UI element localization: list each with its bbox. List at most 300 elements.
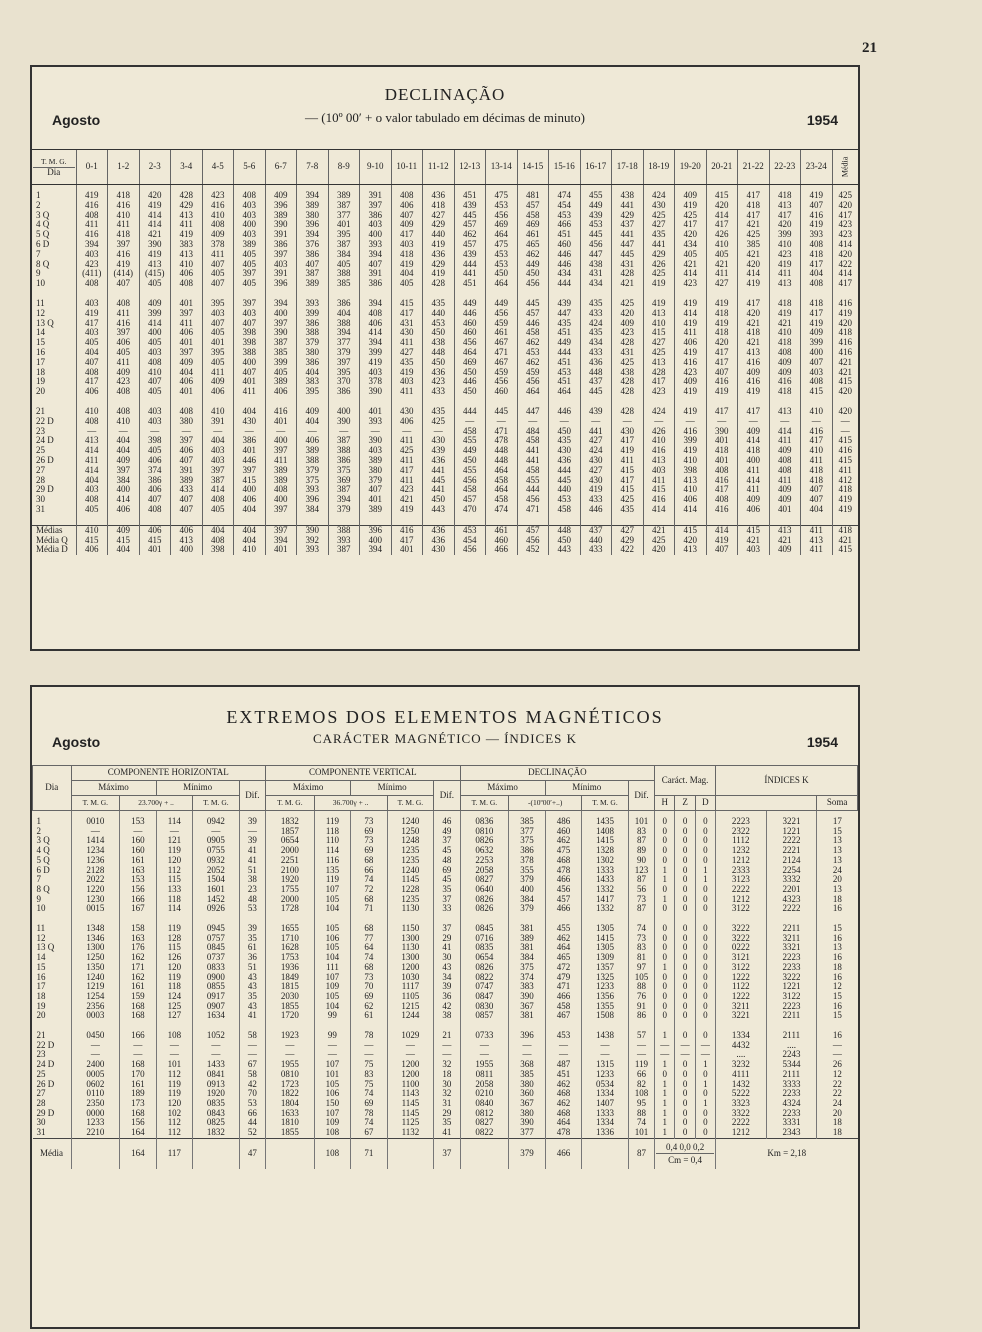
cell-value: — xyxy=(71,1050,120,1060)
cell-value: 390 xyxy=(265,328,297,338)
cell-value: 18 xyxy=(817,1128,858,1138)
cell-value: 404 xyxy=(234,505,266,515)
header-hour: 10-11 xyxy=(391,150,423,185)
cell-value: 385 xyxy=(509,1070,545,1080)
cell-value: 105 xyxy=(628,973,654,983)
cell-value: 1438 xyxy=(582,1031,629,1041)
cell-value: 409 xyxy=(297,407,329,417)
cell-value: 388 xyxy=(297,328,329,338)
cell-value: 119 xyxy=(628,1060,654,1070)
cell-value: 416 xyxy=(769,377,801,387)
cell-value: 414 xyxy=(76,466,108,476)
cell-value: 434 xyxy=(675,240,707,250)
cell-value: 1753 xyxy=(266,953,315,963)
cell-value: 403 xyxy=(234,309,266,319)
cell-value: 460 xyxy=(454,319,486,329)
cell-value: 51 xyxy=(239,963,265,973)
header-hour: 18-19 xyxy=(643,150,675,185)
cell-value: 104 xyxy=(314,953,350,963)
cell-value: — xyxy=(460,1050,509,1060)
cell-value: 119 xyxy=(156,973,192,983)
cell-value: 461 xyxy=(517,230,549,240)
cell-value: 404 xyxy=(202,436,234,446)
cell-value: 1 xyxy=(655,866,675,876)
cell-value: 411 xyxy=(108,309,140,319)
cell-value: 394 xyxy=(328,495,360,505)
cell-value: 414 xyxy=(202,485,234,495)
table-row xyxy=(33,1128,858,1138)
cell-value: 419 xyxy=(706,387,738,397)
header-corner xyxy=(32,150,76,185)
cell-value: 419 xyxy=(675,299,707,309)
cell-value: 15 xyxy=(817,827,858,837)
cell-value: 2322 xyxy=(715,827,766,837)
cell-value: 458 xyxy=(545,1002,581,1012)
cell-value: 2058 xyxy=(460,866,509,876)
cell-value: 0 xyxy=(695,856,715,866)
header-indices: ÍNDICES K xyxy=(715,766,857,796)
cell-value: 3332 xyxy=(766,875,817,885)
row-day: 6 D xyxy=(36,865,50,875)
cell-value: 62 xyxy=(351,1002,387,1012)
cell-value: 416 xyxy=(832,348,858,358)
cell-value: 424 xyxy=(643,407,675,417)
cell-value: 397 xyxy=(171,348,203,358)
cell-value: — xyxy=(391,427,423,437)
cell-value: 407 xyxy=(706,545,738,555)
cell-value: 451 xyxy=(549,328,581,338)
cell-value: 0 xyxy=(675,1099,695,1109)
cell-value: 397 xyxy=(265,319,297,329)
table-row xyxy=(32,377,858,387)
cell-value: 408 xyxy=(202,220,234,230)
cell-value: 403 xyxy=(139,348,171,358)
cell-value: 66 xyxy=(628,1070,654,1080)
cell-value: 439 xyxy=(454,250,486,260)
cell-value: 2022 xyxy=(71,875,120,885)
cell-value: 109 xyxy=(314,982,350,992)
cell-value: 416 xyxy=(643,446,675,456)
cell-value: 425 xyxy=(643,269,675,279)
cell-value: 418 xyxy=(706,328,738,338)
cell-value: 417 xyxy=(769,211,801,221)
cell-value: 450 xyxy=(454,387,486,397)
cell-value: 411 xyxy=(108,220,140,230)
cell-value: 420 xyxy=(832,201,858,211)
cell-value: 0 xyxy=(675,1060,695,1070)
cell-value: 1230 xyxy=(71,895,120,905)
cell-value: 15 xyxy=(817,924,858,934)
cell-value: 457 xyxy=(517,201,549,211)
cell-value: 423 xyxy=(391,485,423,495)
cell-value: — xyxy=(266,1050,315,1060)
average-row xyxy=(32,525,858,535)
cell-value: 107 xyxy=(314,885,350,895)
cell-value: 4432 xyxy=(715,1041,766,1051)
cell-value: 411 xyxy=(801,525,833,535)
cell-value: 1601 xyxy=(193,885,240,895)
cell-value: 0 xyxy=(695,943,715,953)
row-day: 29 D xyxy=(36,1108,55,1118)
cell-value: 1112 xyxy=(715,836,766,846)
cell-value: 0 xyxy=(695,1118,715,1128)
cell-value: 433 xyxy=(580,309,612,319)
cell-value: 110 xyxy=(314,836,350,846)
cell-value: 1215 xyxy=(387,1002,434,1012)
cell-value: 405 xyxy=(139,387,171,397)
cell-value: 39 xyxy=(434,982,460,992)
cell-value: 481 xyxy=(517,185,549,201)
table-row xyxy=(33,836,858,846)
cell-value: 429 xyxy=(643,250,675,260)
cell-value: — xyxy=(486,417,518,427)
cell-value: 416 xyxy=(108,319,140,329)
cell-value: 413 xyxy=(643,358,675,368)
cell-value: 91 xyxy=(628,1002,654,1012)
cell-value: 1348 xyxy=(71,924,120,934)
extremes-table xyxy=(32,765,858,1169)
cell-value: 416 xyxy=(391,525,423,535)
cell-value: 435 xyxy=(423,299,455,309)
cell-value: 459 xyxy=(517,368,549,378)
cell-value: 87 xyxy=(628,904,654,914)
cell-value: 394 xyxy=(360,545,392,555)
cell-value: 44 xyxy=(239,1118,265,1128)
cell-value: 2251 xyxy=(266,856,315,866)
cell-value: 2343 xyxy=(766,1128,817,1138)
header-hour: 21-22 xyxy=(738,150,770,185)
cell-value: 421 xyxy=(738,319,770,329)
header-hour: 1-2 xyxy=(108,150,140,185)
cell-value: 408 xyxy=(769,348,801,358)
cell-value: 455 xyxy=(580,185,612,201)
cell-value: 2111 xyxy=(766,1031,817,1041)
cell-value: 41 xyxy=(434,943,460,953)
cell-value: 1832 xyxy=(266,811,315,827)
table-row xyxy=(33,1089,858,1099)
cell-value: 390 xyxy=(360,436,392,446)
cell-value: 1810 xyxy=(266,1118,315,1128)
cell-value: 0 xyxy=(655,904,675,914)
cell-value: 22 xyxy=(817,1089,858,1099)
cell-value: 390 xyxy=(265,220,297,230)
cell-value: 39 xyxy=(239,836,265,846)
cell-value: 458 xyxy=(517,328,549,338)
cell-value: 424 xyxy=(643,185,675,201)
cell-value: 0 xyxy=(675,846,695,856)
cell-value: 413 xyxy=(675,545,707,555)
cell-value: 421 xyxy=(738,250,770,260)
cell-value: 0 xyxy=(655,1011,675,1021)
cell-value: — xyxy=(801,417,833,427)
cell-value: 1235 xyxy=(387,856,434,866)
cell-value: 1 xyxy=(655,1118,675,1128)
cell-value: 430 xyxy=(234,417,266,427)
cell-value: 1334 xyxy=(715,1031,766,1041)
cell-value: 16 xyxy=(817,953,858,963)
cell-value: 435 xyxy=(580,299,612,309)
header-tmg: T. M. G. xyxy=(387,796,434,811)
cell-value: 2100 xyxy=(266,866,315,876)
cell-value: 109 xyxy=(314,1118,350,1128)
cell-value: 409 xyxy=(769,495,801,505)
cell-value: — xyxy=(628,1041,654,1051)
cell-value: 1325 xyxy=(582,973,629,983)
cell-value: 1305 xyxy=(582,943,629,953)
cell-value: 383 xyxy=(509,982,545,992)
cell-value: 416 xyxy=(832,446,858,456)
cell-value: 2128 xyxy=(71,866,120,876)
cell-value: 1920 xyxy=(193,1089,240,1099)
cell-value: 68 xyxy=(351,963,387,973)
cell-value: — xyxy=(454,417,486,427)
cell-value: 441 xyxy=(612,230,644,240)
cell-value: 428 xyxy=(643,368,675,378)
row-day: 15 xyxy=(36,338,45,348)
row-day: 3 Q xyxy=(36,210,50,220)
cell-value: 406 xyxy=(675,495,707,505)
table-row xyxy=(32,260,858,270)
cell-value: 441 xyxy=(517,446,549,456)
cell-value: 409 xyxy=(769,485,801,495)
cell-value: 401 xyxy=(265,417,297,427)
cell-value: 1 xyxy=(655,1109,675,1119)
cell-value: 42 xyxy=(239,1080,265,1090)
cell-value: 434 xyxy=(580,338,612,348)
cell-value: 1029 xyxy=(387,1031,434,1041)
cell-value: — xyxy=(545,1050,581,1060)
cell-value: 478 xyxy=(486,436,518,446)
cell-value: 408 xyxy=(769,456,801,466)
cell-value: 2233 xyxy=(766,963,817,973)
cell-value: 0 xyxy=(695,1109,715,1119)
cell-value: 406 xyxy=(76,545,108,555)
cell-value: 378 xyxy=(509,856,545,866)
cell-value: 401 xyxy=(171,387,203,397)
cell-value: 1145 xyxy=(387,1099,434,1109)
cell-value: 479 xyxy=(545,973,581,983)
cell-value: 41 xyxy=(239,1011,265,1021)
cell-value: 407 xyxy=(76,358,108,368)
cell-value: 52 xyxy=(239,1128,265,1138)
header-k-blank xyxy=(715,796,816,811)
cell-value: 405 xyxy=(139,279,171,289)
cell-value: 419 xyxy=(360,358,392,368)
cell-value: 391 xyxy=(360,269,392,279)
cell-value: — xyxy=(643,417,675,427)
cell-value: 121 xyxy=(156,836,192,846)
cell-value: 405 xyxy=(391,279,423,289)
cell-value: 1357 xyxy=(582,963,629,973)
cell-value: 429 xyxy=(423,220,455,230)
cell-value: 450 xyxy=(486,269,518,279)
cell-value: 387 xyxy=(328,240,360,250)
cell-value: 0907 xyxy=(193,1002,240,1012)
cell-value: 101 xyxy=(628,811,654,827)
cell-value: 0 xyxy=(675,856,695,866)
header-d-dif: Dif. xyxy=(628,781,654,811)
cell-value: 439 xyxy=(423,446,455,456)
cell-value: 415 xyxy=(801,387,833,397)
cell-value: 381 xyxy=(509,943,545,953)
cell-value: 153 xyxy=(120,811,156,827)
cell-value: — xyxy=(545,1041,581,1051)
cell-value: 425 xyxy=(423,417,455,427)
cell-value: 413 xyxy=(769,279,801,289)
cell-value: 405 xyxy=(108,348,140,358)
table-row xyxy=(32,269,858,279)
cell-value: 1233 xyxy=(582,982,629,992)
cell-value: 408 xyxy=(108,387,140,397)
cell-value: 99 xyxy=(314,1031,350,1041)
cell-value: — xyxy=(239,1041,265,1051)
cell-value: 421 xyxy=(139,230,171,240)
row-day: 12 xyxy=(36,308,45,318)
cell-value: 417 xyxy=(801,260,833,270)
cell-value: 414 xyxy=(706,211,738,221)
cell-value: 436 xyxy=(423,456,455,466)
cell-value: 0 xyxy=(675,963,695,973)
row-day: 30 xyxy=(36,495,45,505)
cell-value: 413 xyxy=(643,309,675,319)
cell-value: 1433 xyxy=(193,1060,240,1070)
cell-value: 407 xyxy=(202,279,234,289)
cell-value: 2253 xyxy=(460,856,509,866)
header-dia: Dia xyxy=(33,766,72,811)
cell-value: 1857 xyxy=(266,827,315,837)
cell-value: 0942 xyxy=(193,811,240,827)
cell-value: 1212 xyxy=(715,856,766,866)
cell-value: 1 xyxy=(655,875,675,885)
cell-value: 2211 xyxy=(766,1011,817,1021)
cell-value: 3221 xyxy=(715,1011,766,1021)
cell-value: 0833 xyxy=(193,963,240,973)
row-day: 23 xyxy=(36,426,45,436)
cell-value: 417 xyxy=(391,466,423,476)
cell-value: 120 xyxy=(156,856,192,866)
cell-value: 0 xyxy=(655,846,675,856)
cell-value: 404 xyxy=(297,417,329,427)
cell-value: 398 xyxy=(202,545,234,555)
cell-value: 471 xyxy=(517,505,549,515)
cell-value: 456 xyxy=(545,885,581,895)
cell-value: — xyxy=(156,1050,192,1060)
cell-value: 419 xyxy=(139,201,171,211)
header-tmg: T. M. G. xyxy=(582,796,629,811)
cell-value: — xyxy=(120,1041,156,1051)
cell-value: 411 xyxy=(171,220,203,230)
table-row xyxy=(33,982,858,992)
cell-value: 408 xyxy=(76,211,108,221)
cell-value: 407 xyxy=(706,368,738,378)
table-row xyxy=(33,1070,858,1080)
row-day: 7 xyxy=(36,875,41,885)
cell-value: 419 xyxy=(580,485,612,495)
cell-value: 437 xyxy=(580,377,612,387)
cell-value: 457 xyxy=(545,895,581,905)
row-day: 18 xyxy=(36,367,45,377)
cell-value: 1122 xyxy=(715,982,766,992)
cell-value: 433 xyxy=(171,485,203,495)
cell-value: 379 xyxy=(328,348,360,358)
cell-value: 1408 xyxy=(582,827,629,837)
cell-value: 1254 xyxy=(71,992,120,1002)
row-day: 19 xyxy=(36,1001,46,1011)
cell-value: 425 xyxy=(643,348,675,358)
cell-value: 2243 xyxy=(766,1050,817,1060)
cell-value: 411 xyxy=(391,387,423,397)
cell-value: 0 xyxy=(695,827,715,837)
cell-value: 419 xyxy=(391,505,423,515)
cell-value: 379 xyxy=(297,466,329,476)
table-row xyxy=(33,1109,858,1119)
cell-value: 406 xyxy=(202,387,234,397)
cell-value: 469 xyxy=(517,220,549,230)
cell-value: 0 xyxy=(695,1128,715,1138)
cell-value: 367 xyxy=(509,1002,545,1012)
cell-value: 69 xyxy=(351,1099,387,1109)
cell-value: 414 xyxy=(832,269,858,279)
cell-value: 419 xyxy=(675,201,707,211)
cell-value: 394 xyxy=(297,185,329,201)
cell-value: 462 xyxy=(545,1099,581,1109)
cell-value: 414 xyxy=(675,269,707,279)
cell-value: 0 xyxy=(675,943,695,953)
cell-value: 419 xyxy=(108,260,140,270)
cell-value: 164 xyxy=(120,1128,156,1138)
cell-value: 462 xyxy=(454,230,486,240)
cell-value: 389 xyxy=(234,240,266,250)
cell-value: 397 xyxy=(360,201,392,211)
cell-value: 379 xyxy=(509,875,545,885)
cell-value: 422 xyxy=(832,260,858,270)
cell-value: 1920 xyxy=(266,875,315,885)
cell-value: — xyxy=(297,427,329,437)
cell-value: 1130 xyxy=(387,943,434,953)
cell-value: 0855 xyxy=(193,982,240,992)
average-label: Média Q xyxy=(36,535,68,545)
row-day: 20 xyxy=(36,387,45,397)
cell-value: 161 xyxy=(120,856,156,866)
cell-value: 404 xyxy=(76,348,108,358)
cell-value: 423 xyxy=(423,377,455,387)
cell-value: 408 xyxy=(234,185,266,201)
header-tmg: T. M. G. xyxy=(460,796,509,811)
cell-value: 389 xyxy=(297,446,329,456)
cell-value: 2111 xyxy=(766,1070,817,1080)
cell-value: 403 xyxy=(360,446,392,456)
cell-value: 417 xyxy=(801,436,833,446)
cell-value: 388 xyxy=(297,456,329,466)
cell-value: 405 xyxy=(76,505,108,515)
cell-value: 427 xyxy=(612,525,644,535)
cell-value: 406 xyxy=(139,525,171,535)
cell-value: 409 xyxy=(769,358,801,368)
cell-value: 449 xyxy=(580,201,612,211)
cell-value: 1250 xyxy=(71,953,120,963)
cell-value: 18 xyxy=(817,1118,858,1128)
table-row xyxy=(32,417,858,427)
cell-value: 0900 xyxy=(193,973,240,983)
row-day: 10 xyxy=(36,279,45,289)
cell-value: — xyxy=(580,417,612,427)
cell-value: 0 xyxy=(675,1128,695,1138)
cell-value: 408 xyxy=(171,279,203,289)
cell-value: 464 xyxy=(549,387,581,397)
cell-value: — xyxy=(769,417,801,427)
cell-value: 1923 xyxy=(266,1031,315,1041)
cell-value: 1955 xyxy=(460,1060,509,1070)
